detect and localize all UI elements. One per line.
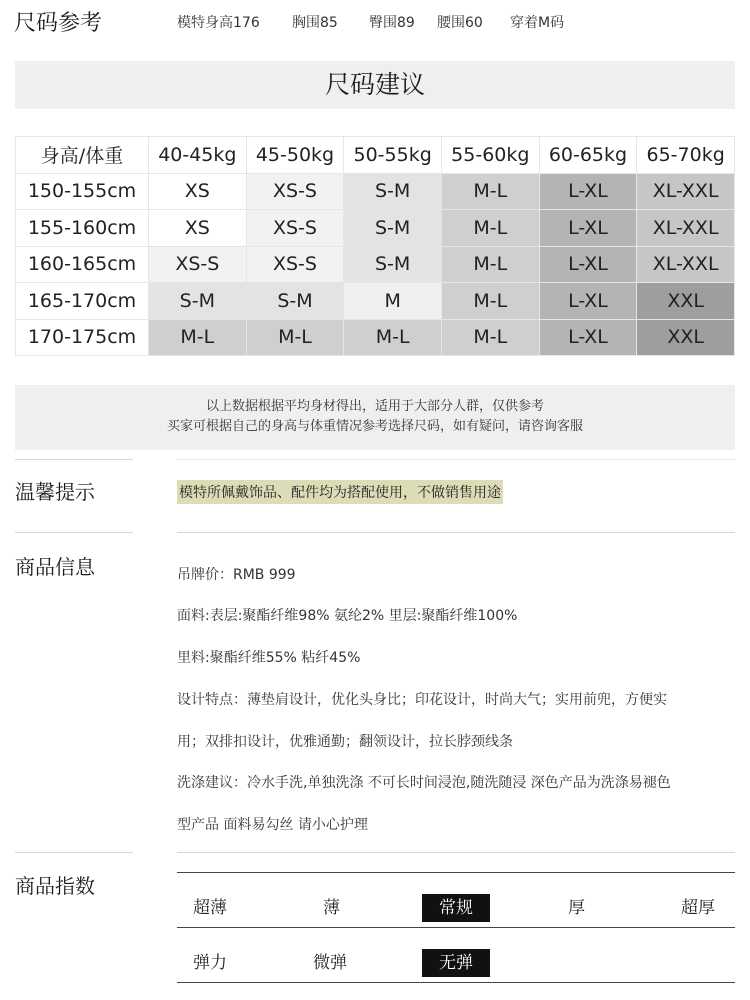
model-bust: 胸围85 [292, 15, 338, 31]
size-cell: XS [149, 210, 247, 247]
section-divider [15, 852, 133, 853]
size-table-header-row [16, 137, 735, 174]
wash-line-2: 型产品 面料易勾丝 请小心护理 [177, 817, 368, 833]
size-cell: XXL [637, 319, 735, 356]
model-size-worn: 穿着M码 [510, 15, 565, 31]
tips-text: 模特所佩戴饰品、配件均为搭配使用，不做销售用途 [177, 480, 503, 504]
weight-header-cell: 50-55kg [344, 137, 442, 174]
size-cell: M-L [344, 319, 442, 356]
size-cell: XS-S [246, 173, 344, 210]
size-cell: XL-XXL [637, 173, 735, 210]
size-cell: XL-XXL [637, 246, 735, 283]
index-top-rule [177, 852, 735, 853]
size-cell: XS [149, 173, 247, 210]
size-cell: M-L [441, 246, 539, 283]
wash-line-1: 洗涤建议：冷水手洗,单独洗涤 不可长时间浸泡,随洗随浸 深色产品为洗涤易褪色 [177, 775, 671, 791]
size-cell: M [344, 283, 442, 320]
weight-header-cell: 65-70kg [637, 137, 735, 174]
size-cell: M-L [149, 319, 247, 356]
height-header-cell: 150-155cm [16, 173, 149, 210]
product-info-label: 商品信息 [15, 555, 95, 579]
size-cell: L-XL [539, 210, 637, 247]
product-info-top-rule [177, 532, 735, 533]
model-waist: 腰围60 [437, 15, 483, 31]
size-cell: M-L [441, 210, 539, 247]
thickness-option: 常规 [422, 894, 490, 922]
size-cell: M-L [441, 173, 539, 210]
size-reference-row [0, 0, 750, 42]
size-cell: XS-S [149, 246, 247, 283]
elasticity-option: 无弹 [422, 949, 490, 977]
size-table-row [16, 319, 735, 356]
height-header-cell: 155-160cm [16, 210, 149, 247]
weight-header-cell: 45-50kg [246, 137, 344, 174]
size-chart-table [15, 136, 735, 356]
height-header-cell: 160-165cm [16, 246, 149, 283]
lining-line: 里料:聚酯纤维55% 粘纤45% [177, 650, 361, 666]
size-table-corner: 身高/体重 [16, 137, 149, 174]
thickness-option: 薄 [323, 898, 340, 918]
price-tag-line: 吊牌价：RMB 999 [177, 567, 296, 583]
thickness-option: 超薄 [193, 898, 227, 918]
height-header-cell: 165-170cm [16, 283, 149, 320]
design-line-2: 用；双排扣设计，优雅通勤；翻领设计，拉长脖颈线条 [177, 734, 513, 750]
elasticity-bottom-rule [177, 982, 735, 983]
thickness-option: 超厚 [681, 898, 715, 918]
size-cell: XS-S [246, 210, 344, 247]
size-cell: XS-S [246, 246, 344, 283]
model-height: 模特身高176 [177, 15, 260, 31]
size-cell: XL-XXL [637, 210, 735, 247]
size-cell: S-M [344, 210, 442, 247]
size-table-row [16, 173, 735, 210]
size-cell: L-XL [539, 319, 637, 356]
size-cell: M-L [246, 319, 344, 356]
size-cell: L-XL [539, 246, 637, 283]
size-cell: M-L [441, 319, 539, 356]
tips-top-rule [177, 459, 735, 460]
thickness-bottom-rule [177, 927, 735, 928]
size-table-row [16, 246, 735, 283]
size-table-row [16, 210, 735, 247]
size-note-line-1: 以上数据根据平均身材得出，适用于大部分人群，仅供参考 [205, 399, 544, 414]
elasticity-option: 微弹 [313, 953, 347, 973]
size-cell: M-L [441, 283, 539, 320]
weight-header-cell: 60-65kg [539, 137, 637, 174]
size-cell: S-M [344, 173, 442, 210]
weight-header-cell: 55-60kg [441, 137, 539, 174]
fabric-line: 面料:表层:聚酯纤维98% 氨纶2% 里层:聚酯纤维100% [177, 608, 518, 624]
size-suggestion-banner: 尺码建议 [15, 61, 735, 109]
size-cell: XXL [637, 283, 735, 320]
weight-header-cell: 40-45kg [149, 137, 247, 174]
thickness-top-rule [177, 872, 735, 873]
size-table-row [16, 283, 735, 320]
size-note-line-2: 买家可根据自己的身高与体重情况参考选择尺码，如有疑问，请咨询客服 [166, 419, 583, 434]
tips-label: 温馨提示 [15, 480, 95, 504]
elasticity-option: 弹力 [193, 953, 227, 973]
size-cell: S-M [344, 246, 442, 283]
size-cell: L-XL [539, 283, 637, 320]
thickness-option: 厚 [568, 898, 585, 918]
size-note-box [15, 385, 735, 450]
size-reference-title: 尺码参考 [14, 11, 103, 36]
size-cell: S-M [149, 283, 247, 320]
model-hip: 臀围89 [369, 15, 415, 31]
size-cell: L-XL [539, 173, 637, 210]
section-divider [15, 459, 133, 460]
product-index-label: 商品指数 [15, 874, 95, 898]
design-line-1: 设计特点：薄垫肩设计，优化头身比；印花设计，时尚大气；实用前兜，方便实 [177, 692, 667, 708]
size-cell: S-M [246, 283, 344, 320]
height-header-cell: 170-175cm [16, 319, 149, 356]
section-divider [15, 532, 133, 533]
